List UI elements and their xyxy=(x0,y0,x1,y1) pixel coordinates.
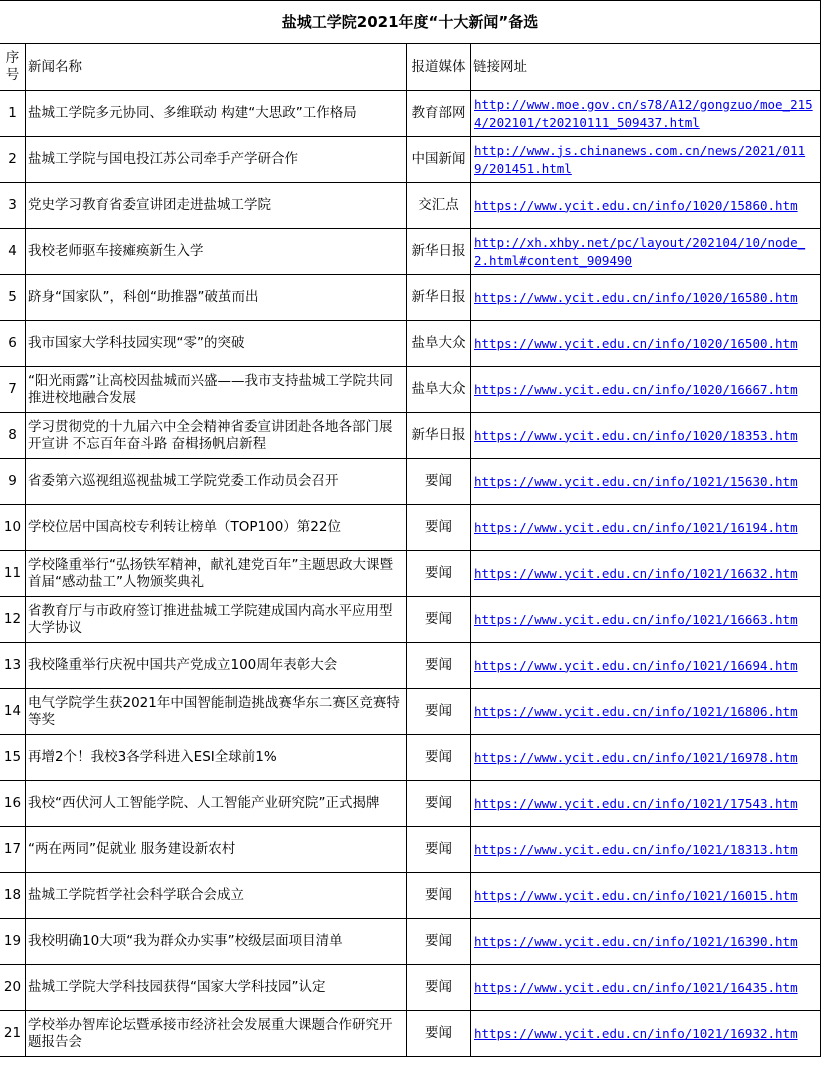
url-cell xyxy=(471,965,821,1011)
media-name: 要闻 xyxy=(407,965,471,1011)
url-cell xyxy=(471,321,821,367)
row-number: 7 xyxy=(0,367,26,413)
header-no: 序号 xyxy=(0,44,26,91)
media-name: 要闻 xyxy=(407,551,471,597)
news-link[interactable]: https://www.ycit.edu.cn/info/1020/16580.htm xyxy=(474,289,798,305)
media-name: 要闻 xyxy=(407,505,471,551)
row-number: 11 xyxy=(0,551,26,597)
row-number: 14 xyxy=(0,689,26,735)
url-cell xyxy=(471,735,821,781)
news-title: 学习贯彻党的十九届六中全会精神省委宣讲团赴各地各部门展开宣讲 不忘百年奋斗路 奋楫扬帆启新程 xyxy=(26,413,407,459)
row-number: 5 xyxy=(0,275,26,321)
row-number: 15 xyxy=(0,735,26,781)
table-row xyxy=(0,1011,821,1057)
news-title: 我校老师驱车接瘫痪新生入学 xyxy=(26,229,407,275)
table-row xyxy=(0,183,821,229)
url-cell xyxy=(471,827,821,873)
news-link[interactable]: https://www.ycit.edu.cn/info/1021/16932.htm xyxy=(474,1025,798,1041)
news-title: “两在两同”促就业 服务建设新农村 xyxy=(26,827,407,873)
header-url: 链接网址 xyxy=(471,44,821,91)
url-cell xyxy=(471,91,821,137)
url-cell xyxy=(471,275,821,321)
url-cell xyxy=(471,459,821,505)
table-row xyxy=(0,551,821,597)
media-name: 交汇点 xyxy=(407,183,471,229)
row-number: 4 xyxy=(0,229,26,275)
table-row xyxy=(0,781,821,827)
header-media: 报道媒体 xyxy=(407,44,471,91)
row-number: 3 xyxy=(0,183,26,229)
url-cell xyxy=(471,137,821,183)
row-number: 16 xyxy=(0,781,26,827)
news-link[interactable]: https://www.ycit.edu.cn/info/1021/16978.htm xyxy=(474,749,798,765)
url-cell xyxy=(471,919,821,965)
title-row xyxy=(0,1,821,44)
header-name: 新闻名称 xyxy=(26,44,407,91)
row-number: 18 xyxy=(0,873,26,919)
page-title: 盐城工学院2021年度“十大新闻”备选 xyxy=(0,1,821,44)
news-link[interactable]: https://www.ycit.edu.cn/info/1021/17543.htm xyxy=(474,795,798,811)
news-link[interactable]: https://www.ycit.edu.cn/info/1021/15630.htm xyxy=(474,473,798,489)
url-cell xyxy=(471,873,821,919)
row-number: 6 xyxy=(0,321,26,367)
media-name: 新华日报 xyxy=(407,229,471,275)
news-title: 学校位居中国高校专利转让榜单（TOP100）第22位 xyxy=(26,505,407,551)
media-name: 要闻 xyxy=(407,689,471,735)
news-title: 我校隆重举行庆祝中国共产党成立100周年表彰大会 xyxy=(26,643,407,689)
url-cell xyxy=(471,183,821,229)
row-number: 2 xyxy=(0,137,26,183)
media-name: 中国新闻 xyxy=(407,137,471,183)
media-name: 盐阜大众 xyxy=(407,321,471,367)
news-link[interactable]: http://xh.xhby.net/pc/layout/202104/10/node_2.html#content_909490 xyxy=(474,234,806,268)
news-link[interactable]: https://www.ycit.edu.cn/info/1021/16806.htm xyxy=(474,703,798,719)
news-title: 我校明确10大项“我为群众办实事”校级层面项目清单 xyxy=(26,919,407,965)
news-link[interactable]: https://www.ycit.edu.cn/info/1021/16390.htm xyxy=(474,933,798,949)
url-cell xyxy=(471,1011,821,1057)
table-row xyxy=(0,597,821,643)
news-title: 再增2个！我校3各学科进入ESI全球前1% xyxy=(26,735,407,781)
table-row xyxy=(0,965,821,1011)
news-link[interactable]: https://www.ycit.edu.cn/info/1021/16435.htm xyxy=(474,979,798,995)
url-cell xyxy=(471,229,821,275)
url-cell xyxy=(471,689,821,735)
media-name: 新华日报 xyxy=(407,413,471,459)
media-name: 要闻 xyxy=(407,643,471,689)
url-cell xyxy=(471,367,821,413)
row-number: 9 xyxy=(0,459,26,505)
media-name: 新华日报 xyxy=(407,275,471,321)
news-title: 盐城工学院哲学社会科学联合会成立 xyxy=(26,873,407,919)
media-name: 要闻 xyxy=(407,827,471,873)
url-cell xyxy=(471,413,821,459)
news-link[interactable]: https://www.ycit.edu.cn/info/1021/18313.htm xyxy=(474,841,798,857)
news-link[interactable]: https://www.ycit.edu.cn/info/1021/16632.htm xyxy=(474,565,798,581)
news-link[interactable]: https://www.ycit.edu.cn/info/1020/15860.htm xyxy=(474,197,798,213)
table-row xyxy=(0,505,821,551)
table-row xyxy=(0,689,821,735)
media-name: 要闻 xyxy=(407,597,471,643)
table-row xyxy=(0,873,821,919)
media-name: 要闻 xyxy=(407,1011,471,1057)
url-cell xyxy=(471,643,821,689)
table-row xyxy=(0,643,821,689)
table-row xyxy=(0,137,821,183)
news-title: 盐城工学院与国电投江苏公司牵手产学研合作 xyxy=(26,137,407,183)
news-title: 盐城工学院多元协同、多维联动 构建“大思政”工作格局 xyxy=(26,91,407,137)
news-title: 盐城工学院大学科技园获得“国家大学科技园”认定 xyxy=(26,965,407,1011)
news-link[interactable]: https://www.ycit.edu.cn/info/1021/16694.htm xyxy=(474,657,798,673)
table-row xyxy=(0,459,821,505)
news-title: 我市国家大学科技园实现“零”的突破 xyxy=(26,321,407,367)
row-number: 17 xyxy=(0,827,26,873)
table-row xyxy=(0,735,821,781)
news-title: “阳光雨露”让高校因盐城而兴盛——我市支持盐城工学院共同推进校地融合发展 xyxy=(26,367,407,413)
url-cell xyxy=(471,597,821,643)
news-title: 电气学院学生获2021年中国智能制造挑战赛华东二赛区竞赛特等奖 xyxy=(26,689,407,735)
media-name: 教育部网 xyxy=(407,91,471,137)
media-name: 要闻 xyxy=(407,459,471,505)
news-title: 我校“西伏河人工智能学院、人工智能产业研究院”正式揭牌 xyxy=(26,781,407,827)
news-link[interactable]: http://www.js.chinanews.com.cn/news/2021/0119/201451.html xyxy=(474,142,806,176)
row-number: 12 xyxy=(0,597,26,643)
news-title: 学校隆重举行“弘扬铁军精神，献礼建党百年”主题思政大课暨首届“感动盐工”人物颁奖典礼 xyxy=(26,551,407,597)
row-number: 19 xyxy=(0,919,26,965)
news-link[interactable]: https://www.ycit.edu.cn/info/1021/16194.htm xyxy=(474,519,798,535)
row-number: 1 xyxy=(0,91,26,137)
table-row xyxy=(0,827,821,873)
row-number: 21 xyxy=(0,1011,26,1057)
news-title: 党史学习教育省委宣讲团走进盐城工学院 xyxy=(26,183,407,229)
news-link[interactable]: http://www.moe.gov.cn/s78/A12/gongzuo/moe_2154/202101/t20210111_509437.html xyxy=(474,96,813,130)
table-row xyxy=(0,367,821,413)
url-cell xyxy=(471,551,821,597)
news-title: 省委第六巡视组巡视盐城工学院党委工作动员会召开 xyxy=(26,459,407,505)
news-link[interactable]: https://www.ycit.edu.cn/info/1020/18353.htm xyxy=(474,427,798,443)
table-row xyxy=(0,321,821,367)
news-title: 学校举办智库论坛暨承接市经济社会发展重大课题合作研究开题报告会 xyxy=(26,1011,407,1057)
row-number: 13 xyxy=(0,643,26,689)
table-row xyxy=(0,229,821,275)
media-name: 要闻 xyxy=(407,873,471,919)
url-cell xyxy=(471,505,821,551)
table-row xyxy=(0,275,821,321)
media-name: 要闻 xyxy=(407,781,471,827)
table-row xyxy=(0,91,821,137)
news-link[interactable]: https://www.ycit.edu.cn/info/1021/16015.htm xyxy=(474,887,798,903)
row-number: 10 xyxy=(0,505,26,551)
media-name: 要闻 xyxy=(407,919,471,965)
news-link[interactable]: https://www.ycit.edu.cn/info/1020/16500.htm xyxy=(474,335,798,351)
header-row xyxy=(0,44,821,91)
row-number: 8 xyxy=(0,413,26,459)
media-name: 盐阜大众 xyxy=(407,367,471,413)
media-name: 要闻 xyxy=(407,735,471,781)
news-title: 省教育厅与市政府签订推进盐城工学院建成国内高水平应用型大学协议 xyxy=(26,597,407,643)
news-link[interactable]: https://www.ycit.edu.cn/info/1020/16667.htm xyxy=(474,381,798,397)
news-title: 跻身“国家队”，科创“助推器”破茧而出 xyxy=(26,275,407,321)
url-cell xyxy=(471,781,821,827)
table-row xyxy=(0,413,821,459)
row-number: 20 xyxy=(0,965,26,1011)
table-row xyxy=(0,919,821,965)
news-link[interactable]: https://www.ycit.edu.cn/info/1021/16663.htm xyxy=(474,611,798,627)
